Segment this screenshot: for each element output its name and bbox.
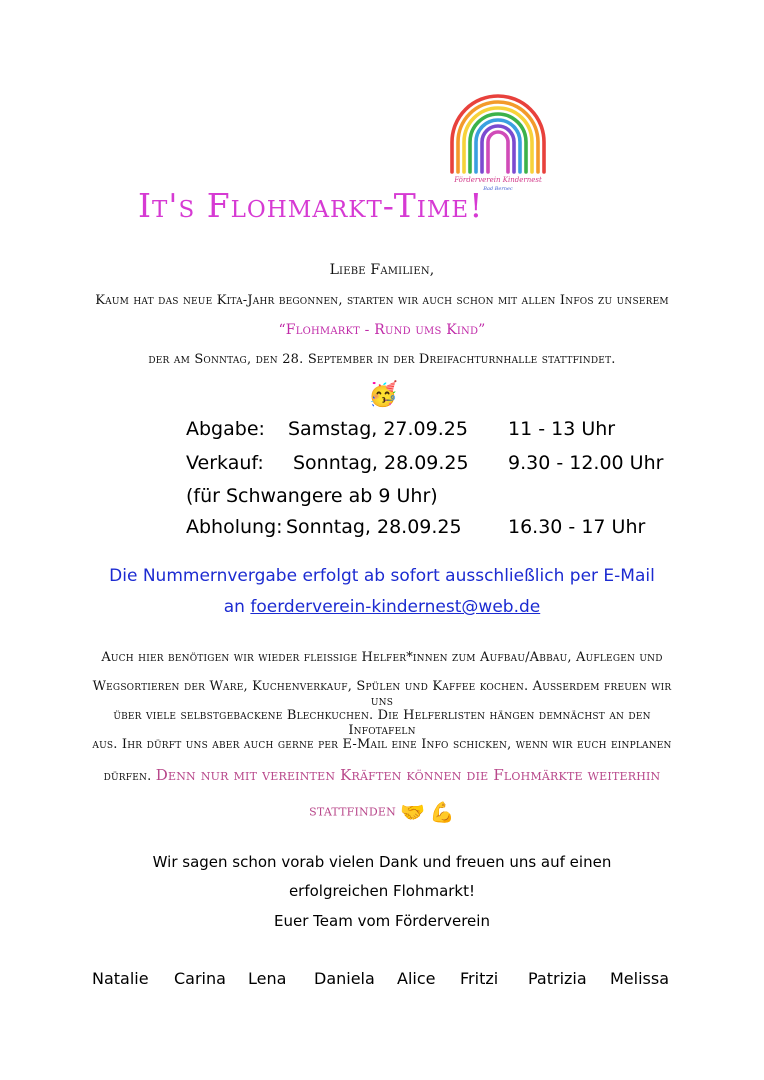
helper-text-line-3: über viele selbstgebackene Blechkuchen. Die Helferlisten hängen demnächst an den Infotafeln [113, 708, 651, 738]
rainbow-arc [488, 132, 508, 172]
greeting: Liebe Familien, [329, 262, 435, 278]
helper-text-line-1: Auch hier benötigen wir wieder fleißige Helfer*innen zum Aufbau/Abbau, Auflegen und [101, 650, 663, 665]
thanks-line-2: erfolgreichen Flohmarkt! [288, 882, 476, 900]
verkauf-day: Sonntag, 28.09.25 [293, 452, 469, 474]
helper-slogan: Denn nur mit vereinten Kräften können die Flohmärkte weiterhin [155, 766, 661, 784]
verkauf-time: 9.30 - 12.00 Uhr [508, 452, 664, 474]
abgabe-time: 11 - 13 Uhr [508, 418, 616, 440]
helper-text-line-4: aus. Ihr dürft uns aber auch gerne per E-Mail eine Info schicken, wenn wir euch einplanen [92, 737, 672, 752]
flexed-biceps-icon: 💪 [429, 800, 455, 824]
helper-text-line-6 [80, 800, 684, 824]
thanks-signature: Euer Team vom Förderverein [274, 912, 490, 930]
page-title: It's Flohmarkt-Time! [138, 186, 484, 225]
team-member-name: Lena [248, 969, 287, 988]
email-link[interactable]: foerderverein-kindernest@web.de [250, 597, 541, 617]
team-member-name: Fritzi [460, 969, 499, 988]
team-member-name: Alice [397, 969, 436, 988]
schwangere-note: (für Schwangere ab 9 Uhr) [186, 485, 438, 507]
mail-address-line [0, 597, 764, 617]
logo-name: Förderverein Kindernest [454, 176, 542, 184]
team-member-name: Natalie [92, 969, 149, 988]
rainbow-icon [446, 92, 550, 176]
team-member-name: Melissa [610, 969, 670, 988]
mail-info: Die Nummernvergabe erfolgt ab sofort ausschließlich per E-Mail [109, 566, 655, 586]
event-name: “Flohmarkt - Rund ums Kind” [278, 322, 486, 338]
handshake-icon: 🤝 [400, 800, 426, 824]
intro-text: Kaum hat das neue Kita-Jahr begonnen, starten wir auch schon mit allen Infos zu unserem [95, 293, 669, 308]
helper-text-duerfen: dürfen. [103, 769, 152, 784]
thanks-line-1: Wir sagen schon vorab vielen Dank und freuen uns auf einen [152, 853, 612, 871]
abholung-day: Sonntag, 28.09.25 [286, 516, 462, 538]
verkauf-label: Verkauf: [186, 452, 264, 474]
mail-prefix: an [223, 597, 245, 617]
party-face-icon: 🥳 [368, 380, 398, 408]
team-member-name: Daniela [314, 969, 375, 988]
abgabe-label: Abgabe: [186, 418, 265, 440]
abholung-time: 16.30 - 17 Uhr [508, 516, 646, 538]
team-member-name: Carina [174, 969, 226, 988]
logo-town: Bad Bernec [483, 186, 513, 192]
helper-slogan-end: stattfinden [309, 801, 396, 820]
helper-text-line-5 [80, 766, 684, 784]
team-member-name: Patrizia [528, 969, 587, 988]
abgabe-day: Samstag, 27.09.25 [288, 418, 468, 440]
abholung-label: Abholung: [186, 516, 283, 538]
helper-text-line-2: Wegsortieren der Ware, Kuchenverkauf, Spülen und Kaffee kochen. Außerdem freuen wir uns [92, 679, 672, 709]
event-location: der am Sonntag, den 28. September in der Dreifachturnhalle stattfindet. [148, 352, 616, 367]
rainbow-arc [470, 114, 526, 172]
